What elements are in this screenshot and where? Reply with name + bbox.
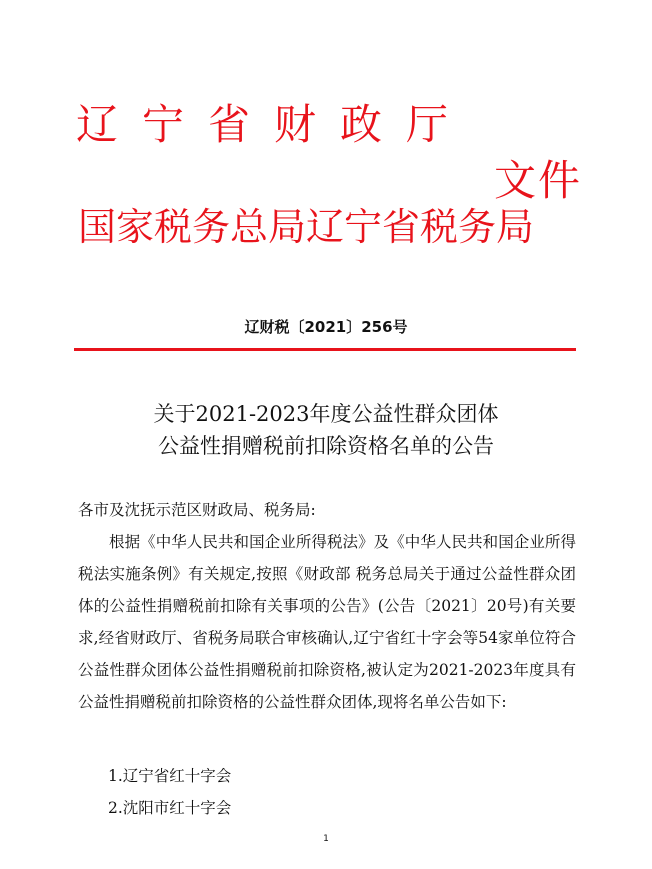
- title-line-2: 公益性捐赠税前扣除资格名单的公告: [158, 434, 494, 458]
- body-paragraph: 根据《中华人民共和国企业所得税法》及《中华人民共和国企业所得税法实施条例》有关规定,按照《财政部 税务总局关于通过公益性群众团体的公益性捐赠税前扣除有关事项的公告》(公告〔2021〕20号)有关要求,经省财政厅、省税务局联合审核确认,辽宁省红十字会等54家单位符合公益性群众团体公益性捐赠税前扣除资格,被认定为2021-2023年度具有公益性捐赠税前扣除资格的公益性群众团体,现将名单公告如下:: [78, 533, 576, 711]
- document-number: 辽财税〔2021〕256号: [244, 318, 408, 336]
- issuer-line-1: 辽宁省财政厅: [76, 100, 473, 149]
- page-number: 1: [323, 834, 329, 844]
- issuer-line-2: 文件: [494, 156, 583, 205]
- title-line-1: 关于2021-2023年度公益性群众团体: [153, 402, 499, 426]
- red-divider-line: [74, 348, 576, 351]
- issuer-line-3: 国家税务总局辽宁省税务局: [78, 205, 535, 249]
- salutation: 各市及沈抚示范区财政局、税务局:: [78, 501, 316, 519]
- list-item: 1.辽宁省红十字会: [108, 767, 232, 785]
- list-item: 2.沈阳市红十字会: [108, 799, 232, 817]
